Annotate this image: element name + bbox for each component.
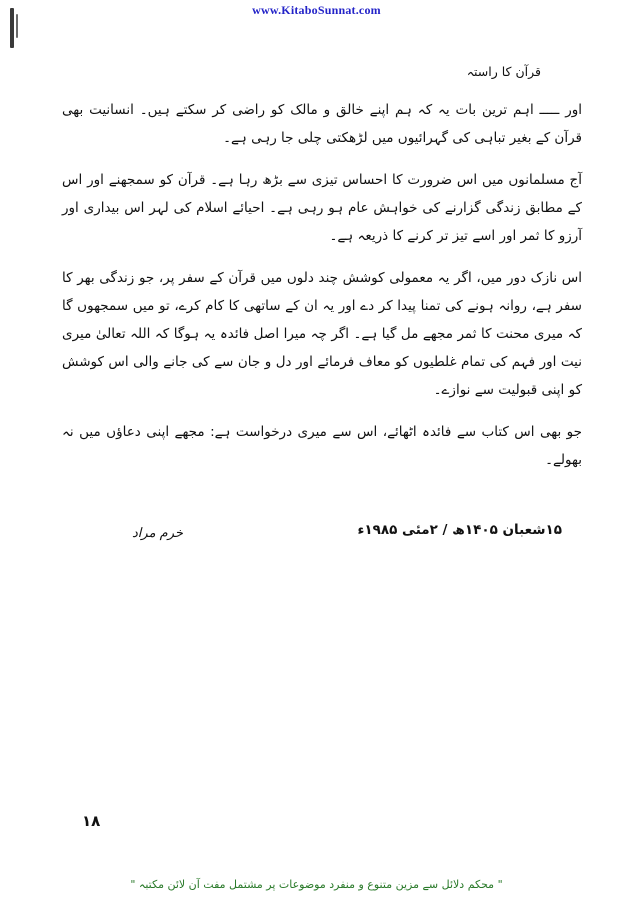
paragraph: جو بھی اس کتاب سے فائدہ اٹھائے، اس سے میری درخواست ہے: مجھے اپنی دعاؤں میں نہ بھولے۔ <box>62 424 582 468</box>
site-url-header[interactable]: www.KitaboSunnat.com <box>252 3 381 17</box>
paragraph: آج مسلمانوں میں اس ضرورت کا احساس تیزی سے بڑھ رہا ہے۔ قرآن کو سمجھنے اور اس کے مطابق زندگی گزارنے کی خواہش عام ہو رہی ہے۔ احیائے اسلام کی لہر اس بیداری اور آرزو کا ثمر اور اسے تیز تر کرنے کا ذریعہ ہے۔ <box>62 172 582 244</box>
page-number: ۱۸ <box>82 812 101 830</box>
author-signature: خرم مراد <box>132 526 183 541</box>
paragraph: اس نازک دور میں، اگر یہ معمولی کوشش چند دلوں میں قرآن کے سفر پر، جو زندگی بھر کا سفر ہے، روانہ ہونے کی تمنا پیدا کر دے اور یہ ان کے ساتھی کا کام کرے، تو میں سمجھوں گا کہ میری محنت کا ثمر مجھے مل گیا ہے۔ اگر چہ میرا اصل فائدہ یہ ہوگا کہ اللہ تعالیٰ میری نیت اور فہم کی تمام غلطیوں کو معاف فرمائے اور دل و جان سے کی جانے والی اس کوشش کو اپنی قبولیت سے نوازے۔ <box>62 270 582 398</box>
running-title: قرآن کا راستہ <box>466 64 541 79</box>
footer-note: " محکم دلائل سے مزین متنوع و منفرد موضوعات پر مشتمل مفت آن لائن مکتبہ " <box>130 878 503 891</box>
body-text <box>62 96 582 488</box>
closing-row <box>62 522 562 552</box>
paragraph: اور ـــــ اہم ترین بات یہ کہ ہم اپنے خالق و مالک کو راضی کر سکتے ہیں۔ انسانیت بھی قرآن کے بغیر تباہی کی گہرائیوں میں لڑھکتی چلی جا رہی ہے۔ <box>62 102 582 146</box>
date-line: ۱۵شعبان ۱۴۰۵ھ / ۲مئی ۱۹۸۵ء <box>357 522 562 538</box>
